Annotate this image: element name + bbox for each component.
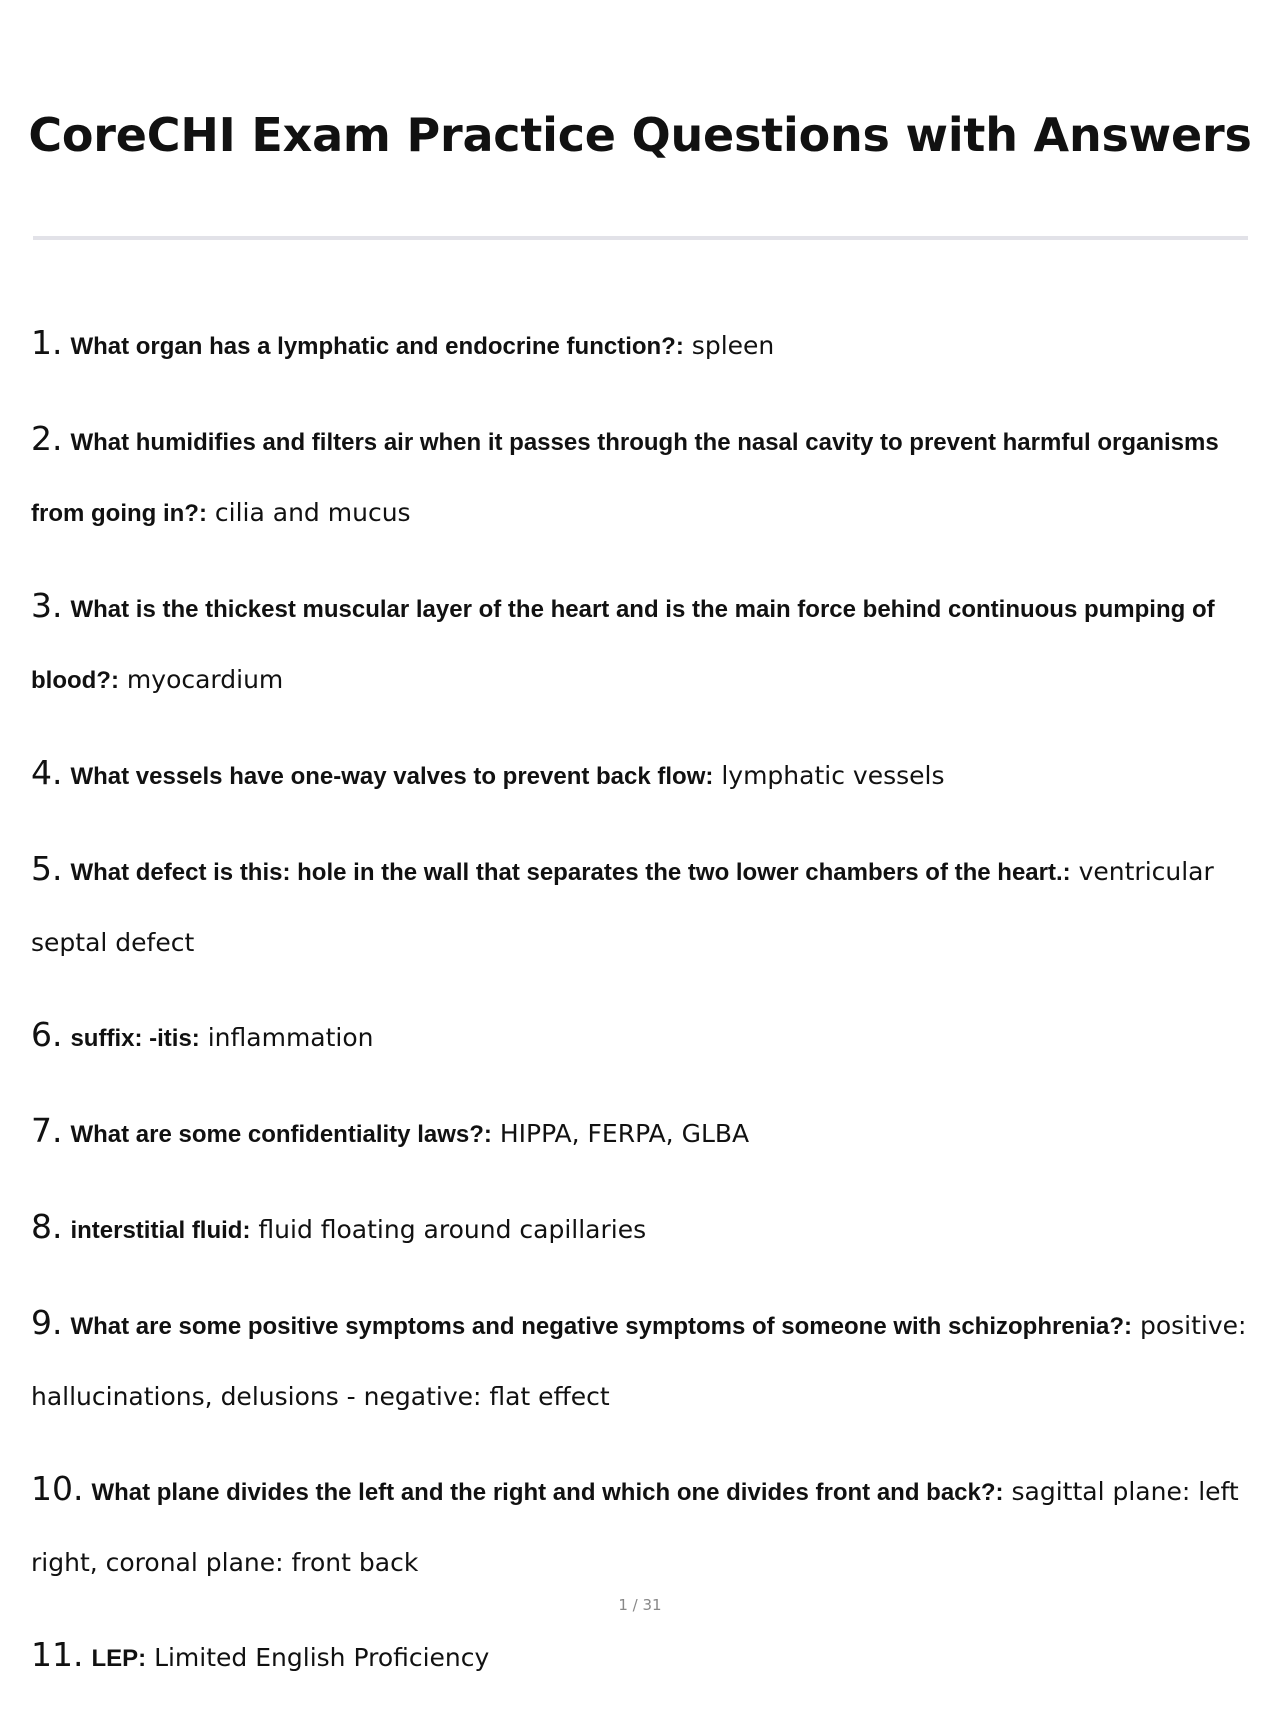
question-text: What plane divides the left and the right and which one divides front and back?: xyxy=(91,1479,1004,1506)
question-item-8 xyxy=(31,1192,1251,1266)
question-item-10 xyxy=(31,1454,1251,1598)
page-number: 1 / 31 xyxy=(618,1596,662,1614)
answer-text: HIPPA, FERPA, GLBA xyxy=(499,1119,750,1148)
question-text: What organ has a lymphatic and endocrine function?: xyxy=(70,333,684,360)
question-text: LEP: xyxy=(91,1645,147,1672)
question-item-5 xyxy=(31,834,1251,978)
answer-text: spleen xyxy=(691,331,775,360)
question-text: What are some confidentiality laws?: xyxy=(70,1121,492,1148)
question-text: What are some positive symptoms and negative symptoms of someone with schizophrenia?: xyxy=(70,1313,1133,1340)
answer-text: inflammation xyxy=(207,1023,374,1052)
question-number: 8. xyxy=(31,1207,63,1246)
question-number: 10. xyxy=(31,1469,84,1508)
question-item-9 xyxy=(31,1288,1251,1432)
answer-text: ventricular septal defect xyxy=(31,857,1214,957)
answer-text: Limited English Proficiency xyxy=(154,1643,490,1672)
question-number: 4. xyxy=(31,753,63,792)
question-number: 5. xyxy=(31,849,63,888)
question-item-11 xyxy=(31,1620,1251,1694)
question-text: What is the thickest muscular layer of the heart and is the main force behind continuous pumping of blood?: xyxy=(31,596,1215,694)
question-number: 9. xyxy=(31,1303,63,1342)
question-number: 7. xyxy=(31,1111,63,1150)
answer-text: fluid floating around capillaries xyxy=(258,1215,647,1244)
question-item-2 xyxy=(31,404,1251,549)
answer-text: cilia and mucus xyxy=(214,498,411,527)
answer-text: myocardium xyxy=(126,665,284,694)
question-item-4 xyxy=(31,738,1251,812)
question-item-6 xyxy=(31,1000,1251,1074)
question-item-1 xyxy=(31,308,1251,382)
answer-text: lymphatic vessels xyxy=(721,761,945,790)
question-item-7 xyxy=(31,1096,1251,1170)
question-number: 1. xyxy=(31,323,63,362)
question-text: What defect is this: hole in the wall that separates the two lower chambers of the heart.: xyxy=(70,859,1071,886)
answer-text: positive: hallucinations, delusions - negative: flat effect xyxy=(31,1311,1247,1411)
question-number: 11. xyxy=(31,1635,84,1674)
question-text: suffix: -itis: xyxy=(70,1025,200,1052)
question-number: 2. xyxy=(31,419,63,458)
question-text: What humidifies and filters air when it passes through the nasal cavity to prevent harmful organisms from going in?: xyxy=(31,429,1219,527)
page-title: CoreCHI Exam Practice Questions with Answers xyxy=(28,108,1252,162)
question-list xyxy=(31,308,1251,1716)
title-divider xyxy=(33,236,1248,240)
question-text: interstitial fluid: xyxy=(70,1217,251,1244)
question-item-3 xyxy=(31,571,1251,716)
answer-text: sagittal plane: left right, coronal plane: front back xyxy=(31,1477,1239,1577)
question-number: 3. xyxy=(31,586,63,625)
question-number: 6. xyxy=(31,1015,63,1054)
question-text: What vessels have one-way valves to prevent back flow: xyxy=(70,763,714,790)
